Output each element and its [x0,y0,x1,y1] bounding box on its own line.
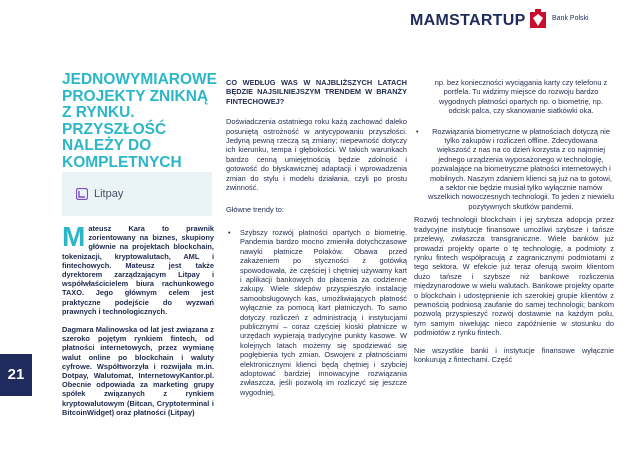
litpay-logo-icon [76,188,88,200]
trend-item-biometrics: • Szybszy rozwój płatności opartych o biometrię. Pandemia bardzo mocno zmieniła dotychczasowe nawyki płatnicze Polaków. Obawa przed zakażeniem po styczności z gotówką spowodowała, że częściej i chętniej używamy kart i aplikacji bankowych do płacenia za codzienne zakupy. Wiele sklepów przyspieszyło instalację samoobsługowych kas, umożliwiających płatność wyłącznie za pomocą kart płatniczych. To samo dotyczy rozliczeń z administracją i instytucjami publicznymi – coraz częściej kioski płatnicze w urzędach wypierają tradycyjne punkty kasowe. W kolejnych latach możemy się spodziewać się pogłębienia tych zmian. Oswojeni z płatnościami elektronicznymi klienci będą chętniej i szybciej adoptować bardziej innowacyjne rozwiązania zwłaszcza, jeśli pozwolą im rozliczyć się jeszcze wygodniej, [226,228,407,397]
trend-item-biometric-solutions: • Rozwiązania biometryczne w płatnościach dotyczą nie tylko zakupów i rozliczeń offline. Zdecydowana większość z nas na co dzień korzysta z co najmniej jednego urządzenia wyposażonego w technologię, pozwalające na biometryczne płatności internetowych i mobilnych. Naszym zdaniem klienci są już na to gotowi, a sektor nie będzie musiał tylko wyłącznie namów wszelkich nowoczesnych technologii. To jeden z niewielu pozytywnych skutków pandemii. [414,127,614,212]
paragraph-blockchain: Rozwój technologii blockchain i jej szybsza adopcja przez tradycyjne instytucje finansowe umożliwi szybsze i tańsze przelewy, zwłaszcza transgraniczne. Wiele banków już prowadzi projekty oparte o tę technologię, a podmioty z rynku fintech współpracują z zagranicznymi podmiotami z tego sektora. W efekcie już teraz oferują swoim klientom dużo tańsze i szybsze niż bankowe rozliczenia międzynarodowe w wielu walutach. Bankowe projekty oparte o blockchain i udostępnienie ich szerokiej grupie klientów z pewnością podniosą zaufanie do samej technologii; bankom pozwolą przyspieszyć rozwój dostawnie na każdym polu, tym samym niwelując nieco zapóźnienie w stosunku do podmiotów z rynku fintech. [414,215,614,338]
bank-crest-icon [528,8,548,30]
header-brand: MAMSTARTUP [410,12,526,29]
right-column [414,78,614,372]
bio-kara: ateusz Kara to prawnik zorientowany na biznes, skupiony głównie na projektach blockchain, tokenizacji, kryptowalutach, AML i fintechowych. Mateusz jest także dyrektorem zarządzającym Litpay i współwłaścicielem biura rachunkowego TAXO. Jego głównym celem jest praktyczne podejście do wyzwań prawnych i technologicznych. [62,224,214,316]
middle-column [226,78,407,397]
interview-question: CO WEDŁUG WAS W NAJBLIŻSZYCH LATACH BĘDZIE NAJSILNIEJSZYM TRENDEM W BRANŻY FINTECHOWEJ? [226,78,407,106]
author-bios [62,221,214,426]
answer-paragraph-2: Główne trendy to: [226,205,284,215]
trend-list-continued [414,127,614,212]
logo-box [62,172,212,216]
page-number: 21 [7,366,25,383]
drop-cap: M [62,221,86,252]
page-title: JEDNOWYMIAROWE PROJEKTY ZNIKNĄ Z RYNKU. PRZYSZŁOŚĆ NALEŻY DO KOMPLETNYCH [62,71,217,171]
trend-item-continued: np. bez konieczności wyciągania karty czy telefonu z portfela. Tu widzimy miejsce do rozwoju bardzo wygodnych płatności opartych np. o biometrię, np. odcisk palca, czy skanowanie siatkówki oka. [434,78,608,116]
answer-paragraph-1: Doświadczenia ostatniego roku każą zachować daleko posuniętą ostrożność w antycypowaniu przyszłości. Jedyną pewną rzeczą są zmiany; niepewność dotyczy ich kierunku, tempa i głębokości. W takich warunkach bardzo cenną umiejętnością będzie zdolność i gotowość do błyskawicznej adaptacji i wprowadzenia zmian do stylu i modelu działania, czyli po prostu zwinność. [226,117,407,193]
paragraph-banks: Nie wszystkie banki i instytucje finansowe wyłącznie konkurują z fintechami. Część [414,345,614,364]
partner-name: Bank Polski [552,15,589,22]
trend-list [226,228,407,397]
bio-malinowska: Dagmara Malinowska od lat jest związana z szeroko pojętym rynkiem fintech, od płatności internetowych, przez wymianę walut online po blockchain i waluty cyfrowe. Współtworzyła i rozwijała m.in. Dotpay, Walutomat, InternetowyKantor.pl. Obecnie odpowiada za marketing grupy spółek związanych z rynkiem kryptowalutowym (Bitcan, Cryptoterminal i BitcoinWidget) oraz płatności (Litpay) [62,325,214,417]
logo-text: Litpay [94,188,124,200]
